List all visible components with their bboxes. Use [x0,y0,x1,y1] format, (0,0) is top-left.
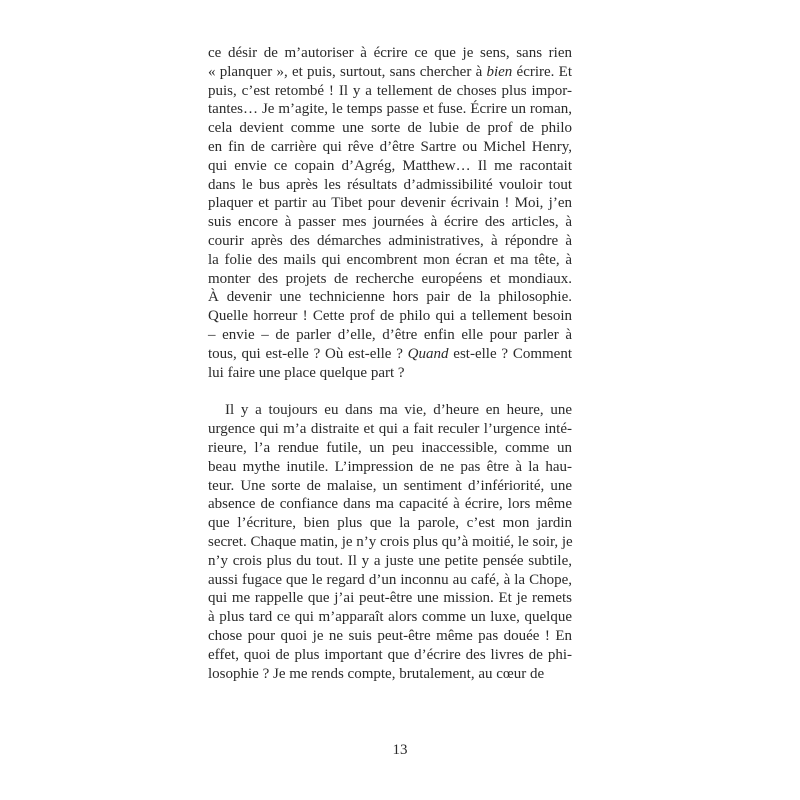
text-line [208,119,572,138]
text-line [208,194,572,213]
text-segment: beau mythe inutile. L’impression de ne pas être à la hau- [208,458,572,475]
text-line [208,176,572,195]
text-segment: à plus tard ce qui m’apparaît alors comme un luxe, quelque [208,609,572,626]
text-line [208,251,572,270]
text-segment: losophie ? Je me rends compte, brutalement, au cœur de [208,665,545,682]
text-line [208,326,572,345]
text-line [208,157,572,176]
text-line [208,345,572,364]
text-line [208,665,572,684]
text-segment: teur. Une sorte de malaise, un sentiment d’infériorité, une [208,477,572,494]
text-line [208,589,572,608]
text-line [208,533,572,552]
text-segment: n’y crois plus du tout. Il y a juste une petite pensée subtile, [208,552,572,569]
text-segment: écrire. Et [512,63,572,80]
text-line [208,458,572,477]
text-line [208,100,572,119]
text-segment: suis encore à passer mes journées à écrire des articles, à [208,214,572,231]
text-segment: « planquer », et puis, surtout, sans chercher à [208,63,487,80]
text-segment: plaquer et partir au Tibet pour devenir écrivain ! Moi, j’en [208,195,572,212]
text-segment: est-elle ? Comment [448,345,572,362]
text-segment: aussi fugace que le regard d’un inconnu au café, à la Chope, [208,571,572,588]
paragraph-gap [208,382,572,401]
text-segment: rieure, l’a rendue futile, un peu inaccessible, comme un [208,439,572,456]
text-segment: lui faire une place quelque part ? [208,364,405,381]
text-line [208,44,572,63]
body-text [208,44,572,683]
text-line [208,82,572,101]
text-segment: qui envie ce copain d’Agrég, Matthew… Il me racontait [208,157,572,174]
text-line [208,646,572,665]
text-segment: effet, quoi de plus important que d’écrire des livres de phi- [208,646,572,663]
text-line [208,571,572,590]
text-segment: qui me rappelle que j’ai peut-être une mission. Et je remets [208,590,572,607]
page-number: 13 [392,742,408,758]
text-line [208,627,572,646]
text-segment: absence de confiance dans ma capacité à écrire, lors même [208,496,572,513]
text-line [208,420,572,439]
text-segment: ce désir de m’autoriser à écrire ce que je sens, sans rien [208,45,572,61]
text-line [208,307,572,326]
paragraph [208,44,572,382]
text-segment: Quelle horreur ! Cette prof de philo qui a tellement besoin [208,308,572,325]
text-line [208,552,572,571]
text-segment: tous, qui est-elle ? Où est-elle ? [208,345,408,362]
text-segment: urgence qui m’a distraite et qui a fait reculer l’urgence inté- [208,421,572,438]
text-line [208,213,572,232]
text-line [208,477,572,496]
text-line [208,514,572,533]
text-line [208,138,572,157]
text-segment: Il y a toujours eu dans ma vie, d’heure en heure, une [225,402,572,419]
text-line [208,232,572,251]
text-segment: cela devient comme une sorte de lubie de prof de philo [208,120,572,137]
text-segment: en fin de carrière qui rêve d’être Sartre ou Michel Henry, [208,138,572,155]
emphasis-text: bien [486,63,513,80]
text-segment: tantes… Je m’agite, le temps passe et fuse. Écrire un roman, [208,101,572,118]
text-segment: secret. Chaque matin, je n’y crois plus qu’à moitié, le soir, je [208,533,573,550]
text-segment: la folie des mails qui encombrent mon écran et ma tête, à [208,251,572,268]
text-segment: – envie – de parler d’elle, d’être enfin elle pour parler à [208,326,572,343]
text-line [208,270,572,289]
text-line [208,288,572,307]
text-line [208,495,572,514]
paragraph [208,401,572,683]
text-line [208,63,572,82]
text-line [208,401,572,420]
text-segment: courir après des démarches administratives, à répondre à [208,232,572,249]
emphasis-text: Quand [407,345,449,362]
text-segment: monter des projets de recherche européens et mondiaux. [208,270,572,287]
text-segment: puis, c’est retombé ! Il y a tellement de choses plus impor- [208,82,572,99]
text-segment: que l’écriture, bien plus que la parole, c’est mon jardin [208,515,572,532]
text-segment: chose pour quoi je ne suis peut-être même pas douée ! En [208,627,572,644]
text-segment: À devenir une technicienne hors pair de la philosophie. [208,289,572,306]
text-line [208,364,572,383]
text-segment: dans le bus après les résultats d’admissibilité vouloir tout [208,176,572,193]
text-line [208,439,572,458]
text-line [208,608,572,627]
